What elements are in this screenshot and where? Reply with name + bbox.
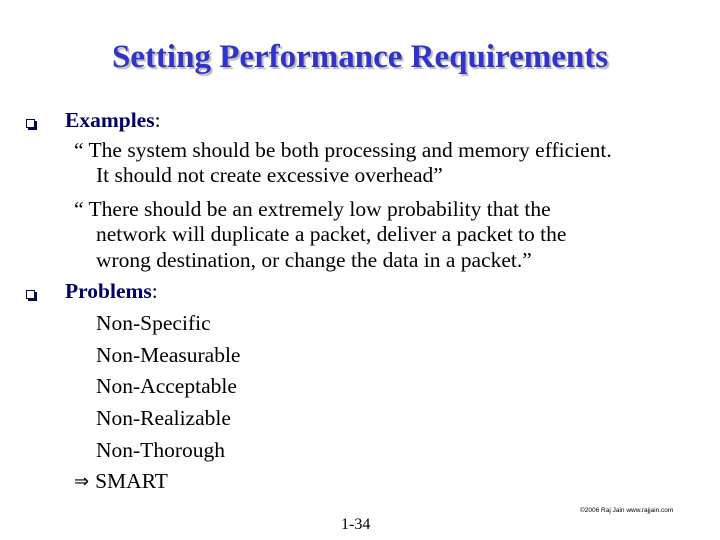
quote2-line1: “ There should be an extremely low probability that the: [74, 197, 551, 221]
quote1-line2: It should not create excessive overhead”: [96, 163, 443, 187]
problem-item: Non-Realizable: [96, 406, 231, 430]
hollow-square-bullet-icon: [26, 119, 35, 128]
conclusion-text: SMART: [95, 469, 168, 493]
quote2-line2: network will duplicate a packet, deliver a packet to the: [96, 222, 567, 246]
problem-item: Non-Thorough: [96, 438, 225, 462]
page-number: 1-34: [341, 516, 371, 533]
implies-arrow-icon: ⇒: [74, 471, 90, 492]
problems-heading-line: [65, 279, 158, 305]
conclusion-line: [74, 469, 168, 495]
problems-heading: Problems: [65, 279, 152, 303]
quote2-line3: wrong destination, or change the data in a packet.”: [96, 248, 532, 272]
slide-title: Setting Performance Requirements: [111, 39, 609, 75]
examples-colon: :: [154, 108, 161, 132]
hollow-square-bullet-icon: [26, 290, 35, 299]
copyright-notice: ©2006 Raj Jain www.rajjain.com: [580, 507, 674, 514]
problem-item: Non-Specific: [96, 311, 211, 335]
examples-heading-line: [65, 108, 161, 134]
problem-item: Non-Measurable: [96, 343, 241, 367]
problems-colon: :: [151, 279, 158, 303]
problem-item: Non-Acceptable: [96, 374, 237, 398]
quote1-line1: “ The system should be both processing and memory efficient.: [74, 138, 612, 162]
examples-heading: Examples: [65, 108, 155, 132]
